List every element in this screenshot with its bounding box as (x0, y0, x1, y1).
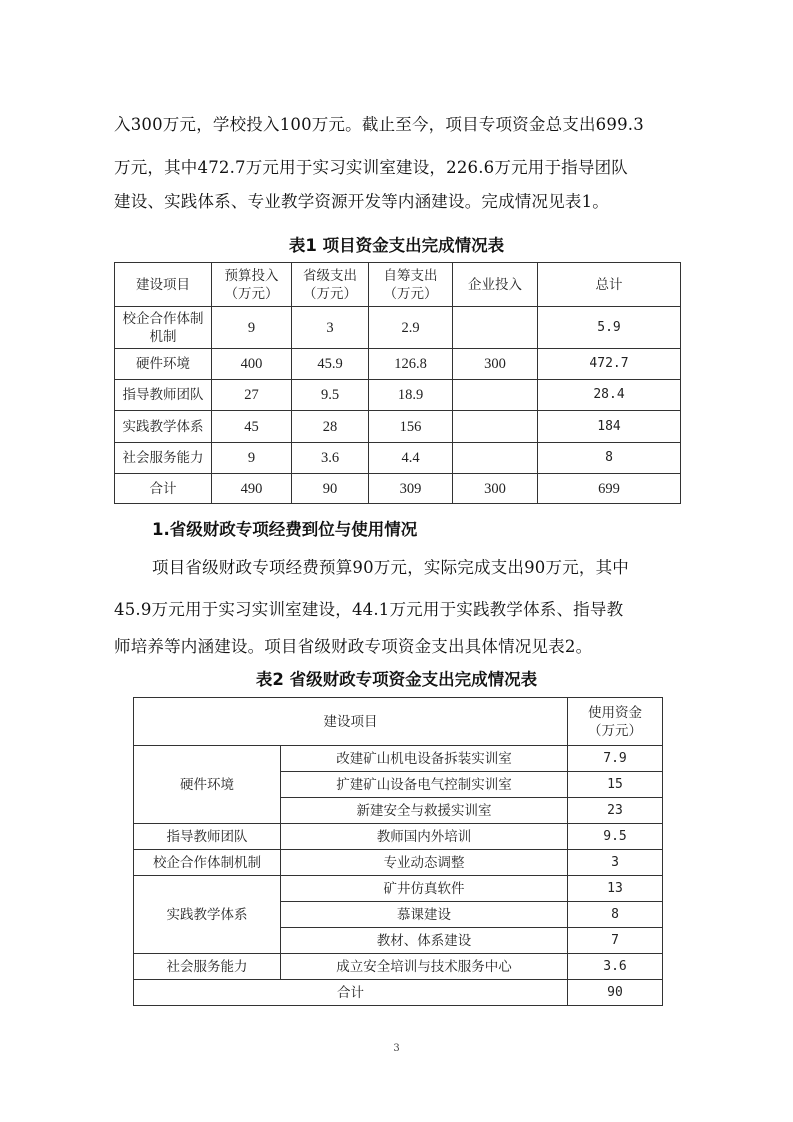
cell-enterprise (453, 307, 538, 349)
cell-total: 184 (538, 411, 681, 443)
table-row (115, 380, 681, 411)
cell-total: 8 (538, 443, 681, 474)
header-text: 使用资金 (588, 704, 642, 721)
header-item (115, 263, 212, 307)
cell-total: 699 (538, 474, 681, 504)
section-heading: 1.省级财政专项经费到位与使用情况 (152, 520, 418, 539)
section-line-2: 45.9万元用于实习实训室建设，44.1万元用于实践教学体系、指导教 (114, 600, 624, 619)
header-text: 自筹支出 (383, 267, 438, 284)
amount-cell: 9.5 (568, 824, 663, 850)
row-item: 社会服务能力 (115, 443, 212, 474)
item-cell: 慕课建设 (281, 902, 568, 928)
item-cell: 成立安全培训与技术服务中心 (281, 954, 568, 980)
cell-self: 309 (369, 474, 453, 504)
item-cell: 矿井仿真软件 (281, 876, 568, 902)
table-row (115, 411, 681, 443)
table-row (115, 349, 681, 380)
table1-caption: 表1 项目资金支出完成情况表 (288, 236, 505, 255)
cell-budget: 490 (212, 474, 292, 504)
row-item: 硬件环境 (115, 349, 212, 380)
cell-self: 156 (369, 411, 453, 443)
table2-header-row (134, 698, 663, 746)
amount-cell: 7.9 (568, 746, 663, 772)
category-cell: 校企合作体制机制 (134, 850, 281, 876)
table2-caption: 表2 省级财政专项资金支出完成情况表 (255, 670, 538, 689)
header-item: 建设项目 (134, 698, 568, 746)
cell-provincial: 3.6 (292, 443, 369, 474)
section-line-3: 师培养等内涵建设。项目省级财政专项资金支出具体情况见表2。 (114, 637, 593, 656)
total-amount: 90 (568, 980, 663, 1006)
page-number: 3 (393, 1043, 400, 1054)
cell-enterprise (453, 411, 538, 443)
item-cell: 扩建矿山设备电气控制实训室 (281, 772, 568, 798)
header-provincial (292, 263, 369, 307)
cell-enterprise: 300 (453, 474, 538, 504)
cell-provincial: 3 (292, 307, 369, 349)
header-self (369, 263, 453, 307)
cell-provincial: 28 (292, 411, 369, 443)
table-row (134, 850, 663, 876)
header-unit: （万元） (383, 285, 438, 302)
section-line-1: 项目省级财政专项经费预算90万元，实际完成支出90万元，其中 (152, 558, 629, 577)
cell-budget: 27 (212, 380, 292, 411)
row-item (115, 307, 212, 349)
cell-self: 2.9 (369, 307, 453, 349)
cell-total: 28.4 (538, 380, 681, 411)
cell-total: 5.9 (538, 307, 681, 349)
row-item-line: 机制 (149, 328, 177, 345)
row-item: 合计 (115, 474, 212, 504)
header-budget (212, 263, 292, 307)
table-row (134, 824, 663, 850)
cell-self: 18.9 (369, 380, 453, 411)
cell-enterprise: 300 (453, 349, 538, 380)
item-cell: 教材、体系建设 (281, 928, 568, 954)
header-amount (568, 698, 663, 746)
cell-budget: 45 (212, 411, 292, 443)
header-enterprise (453, 263, 538, 307)
table-row (134, 954, 663, 980)
item-cell: 改建矿山机电设备拆装实训室 (281, 746, 568, 772)
table2-provincial-expenditure (133, 697, 663, 1006)
amount-cell: 13 (568, 876, 663, 902)
table-row (115, 307, 681, 349)
cell-budget: 400 (212, 349, 292, 380)
amount-cell: 3 (568, 850, 663, 876)
item-cell: 专业动态调整 (281, 850, 568, 876)
header-text: 企业投入 (468, 276, 522, 293)
category-cell: 硬件环境 (134, 746, 281, 824)
header-total (538, 263, 681, 307)
header-unit: （万元） (588, 722, 642, 739)
row-item-line: 校企合作体制 (122, 310, 204, 327)
intro-line-2: 万元，其中472.7万元用于实习实训室建设，226.6万元用于指导团队 (114, 158, 628, 177)
cell-self: 126.8 (369, 349, 453, 380)
header-text: 省级支出 (303, 267, 357, 284)
category-cell: 指导教师团队 (134, 824, 281, 850)
total-label: 合计 (134, 980, 568, 1006)
header-unit: （万元） (224, 285, 279, 302)
header-text: 预算投入 (224, 267, 279, 284)
table1-expenditure-summary (114, 262, 681, 504)
cell-self: 4.4 (369, 443, 453, 474)
amount-cell: 3.6 (568, 954, 663, 980)
amount-cell: 15 (568, 772, 663, 798)
table-row (134, 746, 663, 772)
cell-budget: 9 (212, 307, 292, 349)
row-item: 实践教学体系 (115, 411, 212, 443)
cell-provincial: 9.5 (292, 380, 369, 411)
item-cell: 新建安全与救援实训室 (281, 798, 568, 824)
row-item: 指导教师团队 (115, 380, 212, 411)
table1-header-row (115, 263, 681, 307)
cell-enterprise (453, 380, 538, 411)
amount-cell: 8 (568, 902, 663, 928)
table-total-row (134, 980, 663, 1006)
table-row (115, 443, 681, 474)
header-text: 建设项目 (136, 276, 190, 293)
cell-budget: 9 (212, 443, 292, 474)
category-cell: 实践教学体系 (134, 876, 281, 954)
amount-cell: 7 (568, 928, 663, 954)
cell-total: 472.7 (538, 349, 681, 380)
header-unit: （万元） (303, 285, 357, 302)
item-cell: 教师国内外培训 (281, 824, 568, 850)
cell-provincial: 90 (292, 474, 369, 504)
table-total-row (115, 474, 681, 504)
amount-cell: 23 (568, 798, 663, 824)
cell-enterprise (453, 443, 538, 474)
category-cell: 社会服务能力 (134, 954, 281, 980)
cell-provincial: 45.9 (292, 349, 369, 380)
intro-line-1: 入300万元，学校投入100万元。截止至今，项目专项资金总支出699.3 (114, 115, 644, 134)
intro-line-3: 建设、实践体系、专业教学资源开发等内涵建设。完成情况见表1。 (114, 192, 609, 211)
table-row (134, 876, 663, 902)
header-text: 总计 (595, 276, 623, 293)
